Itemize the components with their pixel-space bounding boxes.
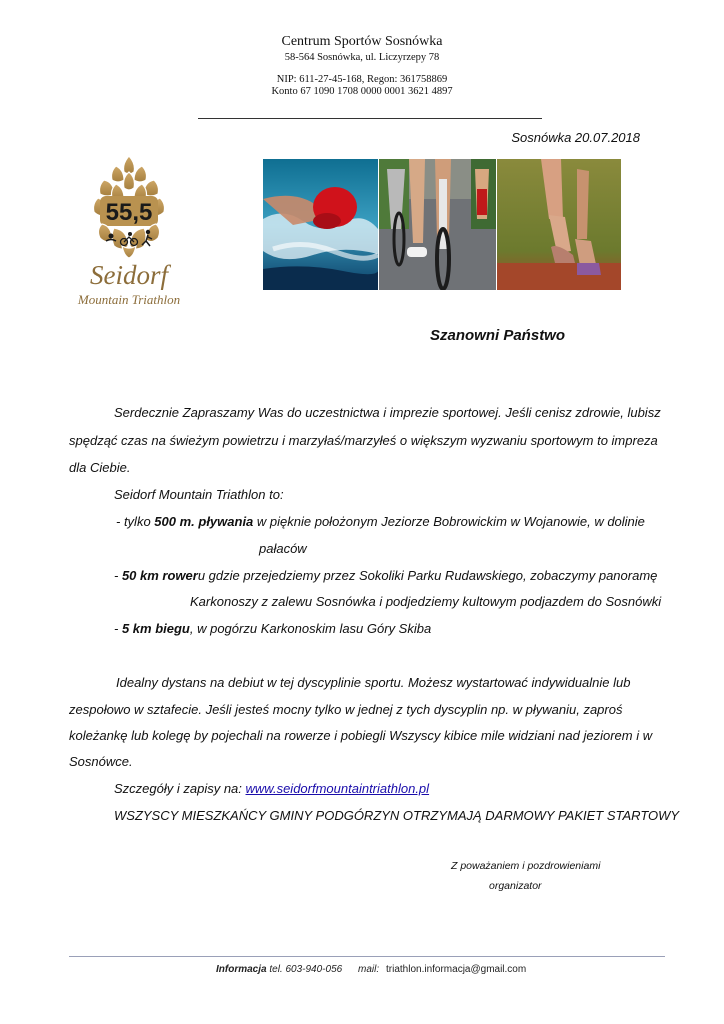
bike-distance: 50 km rower [121,568,198,583]
signature-closing: Z poważaniem i pozdrowieniami [451,860,601,872]
pinecone-icon [64,152,194,262]
letterhead-divider [198,118,542,119]
paragraph-2-line-2: zespołowo w sztafecie. Jeśli jesteś mocny tylko w jednej z tych dyscyplin np. w pływaniu, zaproś [69,702,623,717]
logo-number: 55,5 [105,199,153,226]
footer-tel: tel. 603-940-056 [266,964,343,975]
letter-date: Sosnówka 20.07.2018 [511,130,640,145]
website-link[interactable]: www.seidorfmountaintriathlon.pl [245,781,430,796]
details-line [114,781,429,797]
footer-divider [69,956,665,957]
footer-info-label: Informacja [216,964,267,975]
footer-email[interactable]: triathlon.informacja@gmail.com [386,964,527,975]
letterhead-account: Konto 67 1090 1708 0000 0001 3621 4897 [271,86,453,97]
cyclists-photo [379,159,496,290]
list-item-bike-continuation: Karkonoszy z zalewu Sosnówka i podjedziemy kultowym podjazdem do Sosnówki [190,594,662,609]
paragraph-2-line-1: Idealny dystans na debiut w tej dyscyplinie sportu. Możesz wystartować indywidualnie lub [116,675,631,690]
run-description: , w pogórzu Karkonoskim lasu Góry Skiba [189,621,432,636]
list-item-swim [116,514,645,530]
paragraph-2-line-3: koleżankę lub kolegę by pojechali na rowerze i pobiegli Wszyscy kibice mile widziani nad jeziorem i w [69,728,653,743]
swimmer-photo [263,159,378,290]
list-prefix: - [114,568,122,583]
list-prefix: - [114,621,122,636]
logo-subtitle: Mountain Triathlon [77,292,181,307]
signature-organizer: organizator [489,880,542,892]
details-label: Szczegóły i zapisy na: [114,781,246,796]
paragraph-1-line-2: spędząć czas na świeżym powietrzu i marzyłaś/marzyłeś o większym wyzwaniu sportowym to impreza [69,433,658,448]
list-prefix: - tylko [116,514,155,529]
notice-line: WSZYSCY MIESZKAŃCY GMINY PODGÓRZYN OTRZYMAJĄ DARMOWY PAKIET STARTOWY [114,808,680,823]
footer-mail-label: mail: [358,964,380,975]
runner-photo [497,159,621,290]
list-item-run [114,621,431,637]
swim-description: w pięknie położonym Jeziorze Bobrowickim w Wojanowie, w dolinie [253,514,645,529]
letterhead-organization: Centrum Sportów Sosnówka [281,34,443,49]
intro-line: Seidorf Mountain Triathlon to: [114,487,284,502]
greeting: Szanowni Państwo [430,327,566,344]
paragraph-1-line-3: dla Ciebie. [69,460,131,475]
letterhead-address: 58-564 Sosnówka, ul. Liczyrzepy 78 [284,52,440,63]
letterhead-nip: NIP: 611-27-45-168, Regon: 361758869 [276,74,448,85]
swim-distance: 500 m. pływania [154,514,254,529]
run-distance: 5 km biegu [121,621,190,636]
paragraph-1-line-1: Serdecznie Zapraszamy Was do uczestnictwa i imprezie sportowej. Jeśli cenisz zdrowie, lubisz [114,405,661,420]
logo-name: Seidorf [90,260,168,290]
list-item-swim-continuation: pałaców [259,541,307,556]
list-item-bike [114,568,657,584]
bike-description: u gdzie przejedziemy przez Sokoliki Parku Rudawskiego, zobaczymy panoramę [197,568,658,583]
event-logo [64,152,194,312]
footer-phone [216,964,342,975]
paragraph-2-line-4: Sosnówce. [69,754,133,769]
photo-strip [263,159,621,290]
